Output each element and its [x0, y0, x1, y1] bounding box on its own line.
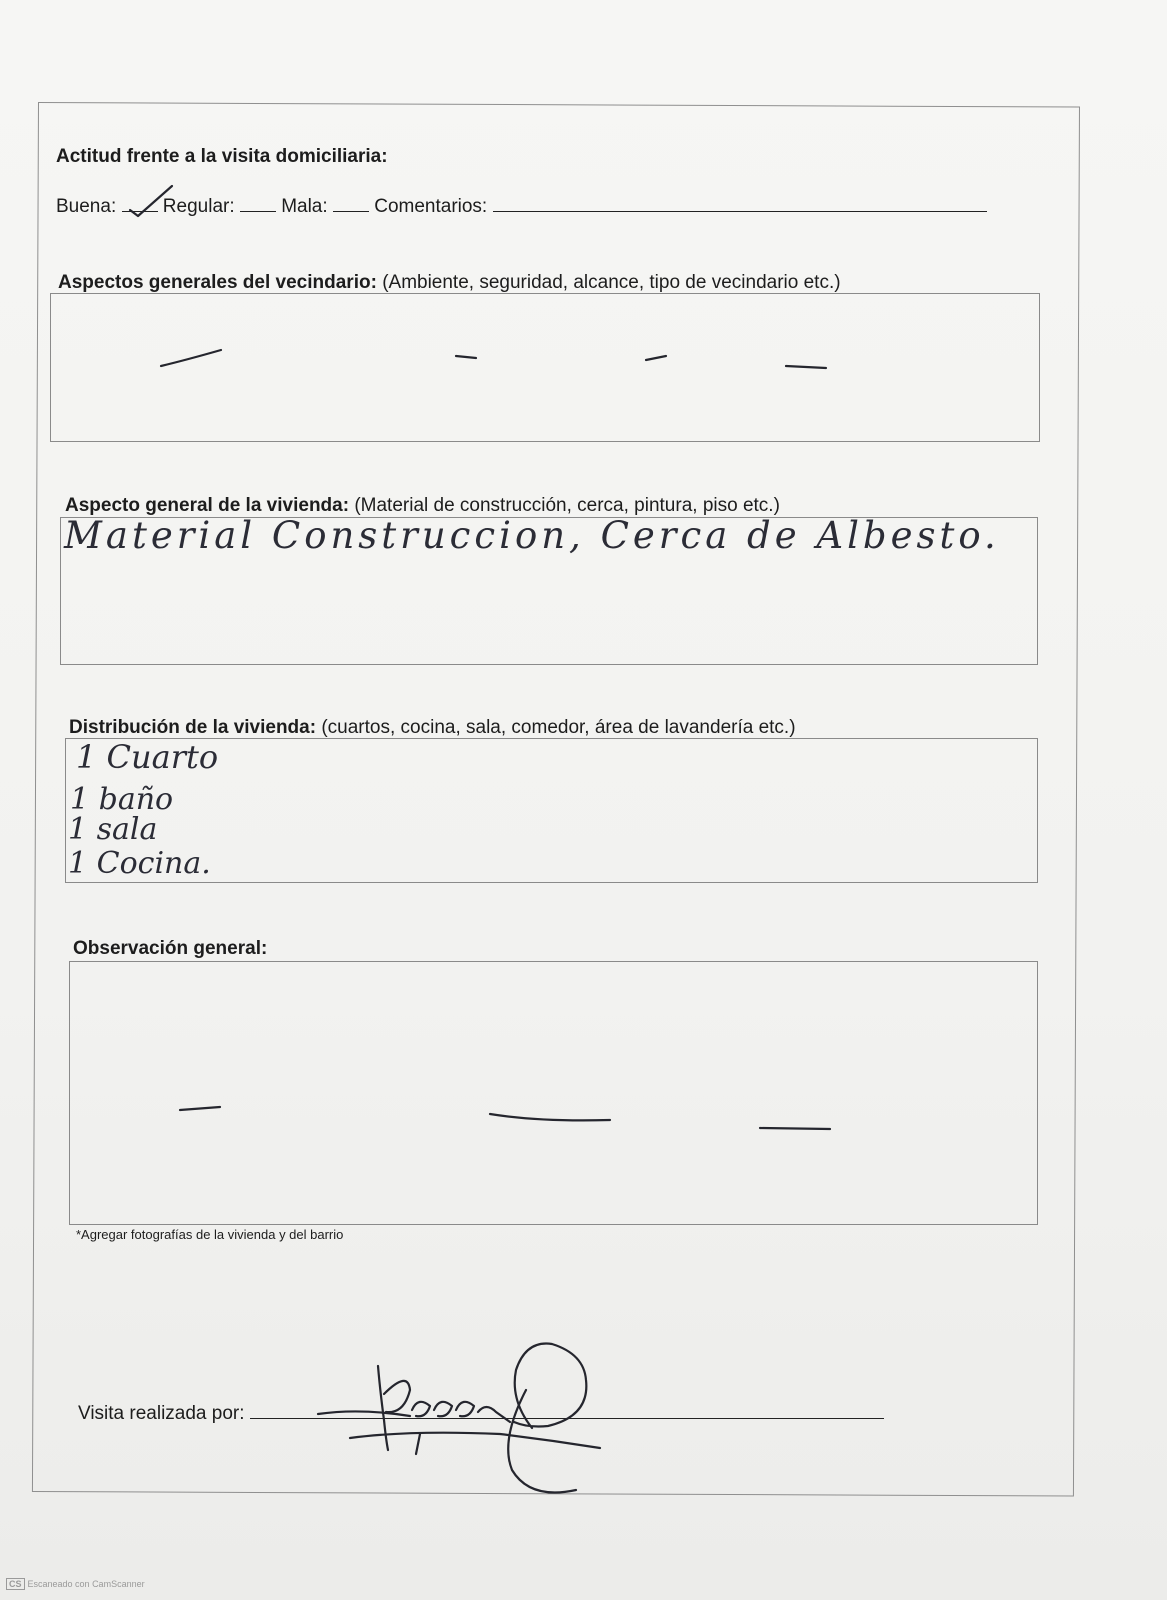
- scanner-footer-text: Escaneado con CamScanner: [27, 1579, 145, 1589]
- distribucion-heading: Distribución de la vivienda:: [69, 717, 317, 738]
- signature-drawing: [300, 1330, 620, 1530]
- actitud-heading: Actitud frente a la visita domiciliaria:: [56, 146, 388, 167]
- distribucion-line-1: 1 Cuarto: [76, 738, 219, 776]
- distribucion-line-2: 1 baño: [70, 782, 174, 817]
- observacion-heading: Observación general:: [73, 938, 268, 959]
- vecindario-strike-marks: [51, 294, 1039, 441]
- observacion-strike-marks: [70, 962, 1037, 1224]
- actitud-row: [56, 196, 987, 218]
- vecindario-hint: (Ambiente, seguridad, alcance, tipo de vecindario etc.): [382, 272, 841, 293]
- vecindario-heading: Aspectos generales del vecindario:: [58, 272, 377, 293]
- vecindario-box[interactable]: [50, 293, 1040, 442]
- buena-label: Buena:: [56, 196, 117, 217]
- distribucion-title: [69, 717, 796, 739]
- buena-checkmark-icon: [128, 180, 188, 220]
- observacion-footnote: *Agregar fotografías de la vivienda y del barrio: [76, 1227, 344, 1242]
- vivienda-handwriting: Material Construccion, Cerca de Albesto.: [64, 514, 1000, 557]
- comentarios-field[interactable]: [493, 211, 987, 212]
- camscanner-logo-icon: CS: [6, 1578, 25, 1590]
- regular-field[interactable]: [240, 211, 276, 212]
- firma-label: Visita realizada por:: [78, 1403, 245, 1424]
- distribucion-line-4: 1 Cocina.: [68, 846, 211, 881]
- vecindario-title: [58, 272, 841, 294]
- regular-label: Regular:: [162, 196, 235, 217]
- distribucion-line-3: 1 sala: [68, 812, 158, 847]
- scanner-footer: [6, 1578, 145, 1590]
- vivienda-hint: (Material de construcción, cerca, pintura, piso etc.): [354, 495, 780, 516]
- observacion-box[interactable]: [69, 961, 1038, 1225]
- distribucion-hint: (cuartos, cocina, sala, comedor, área de lavandería etc.): [321, 717, 796, 738]
- mala-field[interactable]: [333, 211, 369, 212]
- vivienda-heading: Aspecto general de la vivienda:: [65, 495, 350, 516]
- mala-label: Mala:: [281, 196, 328, 217]
- comentarios-label: Comentarios:: [374, 196, 488, 217]
